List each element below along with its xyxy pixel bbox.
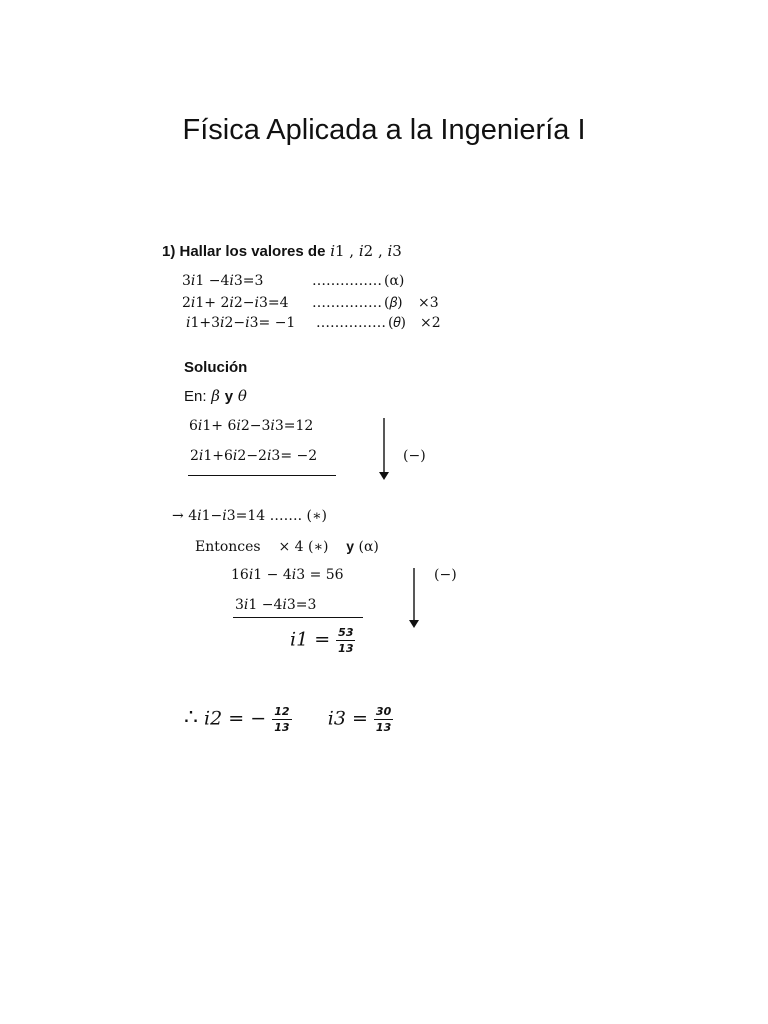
i1-numerator: 53 bbox=[338, 626, 354, 639]
i2-label: 𝑖2 = − bbox=[204, 707, 267, 730]
down-arrow-icon bbox=[374, 416, 394, 482]
therefore-symbol: ∴ bbox=[184, 705, 198, 731]
subtraction-2-op: (−) bbox=[434, 567, 457, 583]
i2-fraction bbox=[272, 705, 291, 734]
subtraction-2-line-2: 3𝑖1 −4𝑖3=3 bbox=[235, 597, 317, 613]
i2-denominator: 13 bbox=[274, 721, 290, 734]
i3-label: 𝑖3 = bbox=[327, 707, 368, 730]
equation-beta-mult: ×3 bbox=[418, 295, 439, 311]
equation-theta: 𝑖1+3𝑖2−𝑖3= −1 bbox=[186, 315, 296, 331]
i2-numerator: 12 bbox=[274, 705, 290, 718]
result-1-row bbox=[172, 508, 327, 524]
down-arrow-icon bbox=[404, 566, 424, 630]
result-1-dots: ……. bbox=[269, 508, 303, 524]
entonces-mult: × 4 (∗) bbox=[278, 539, 329, 555]
step-theta: 𝜃 bbox=[237, 387, 247, 405]
i1-denominator: 13 bbox=[338, 642, 354, 655]
entonces-alpha: (α) bbox=[358, 539, 379, 555]
subtraction-1-rule bbox=[188, 475, 336, 476]
subtraction-1-line-2: 2𝑖1+6𝑖2−2𝑖3= −2 bbox=[190, 448, 318, 464]
equation-alpha-tag: (α) bbox=[384, 273, 405, 289]
result-1-tag: (∗) bbox=[306, 508, 327, 524]
right-arrow-icon: → bbox=[172, 508, 184, 524]
i3-fraction bbox=[374, 705, 393, 734]
i3-denominator: 13 bbox=[375, 721, 392, 734]
subtraction-2-rule bbox=[233, 617, 363, 618]
page-title: Física Aplicada a la Ingeniería I bbox=[182, 114, 586, 146]
solution-heading: Solución bbox=[184, 359, 248, 376]
entonces-y: y bbox=[346, 538, 355, 554]
problem-label: 1) Hallar los valores de bbox=[162, 243, 326, 260]
step-prefix: En: bbox=[184, 388, 207, 405]
subtraction-2-line-1: 16𝑖1 − 4𝑖3 = 56 bbox=[231, 567, 344, 583]
equation-text: 3𝑖1 −4𝑖3=3 bbox=[182, 273, 264, 289]
entonces-label: Entonces bbox=[195, 539, 261, 555]
subtraction-1-op: (−) bbox=[403, 448, 426, 464]
solution-step-en bbox=[184, 387, 247, 405]
equation-beta-dots: …………… bbox=[312, 295, 382, 311]
equation-theta-tag: (𝜃) bbox=[388, 315, 406, 331]
step-beta: 𝛽 bbox=[211, 387, 220, 405]
i3-numerator: 30 bbox=[375, 705, 392, 718]
entonces-row bbox=[195, 538, 379, 555]
subtraction-1-line-1: 6𝑖1+ 6𝑖2−3𝑖3=12 bbox=[189, 418, 314, 434]
problem-statement bbox=[162, 242, 402, 260]
equation-beta: 2𝑖1+ 2𝑖2−𝑖3=4 bbox=[182, 295, 289, 311]
equation-alpha-dots: …………… bbox=[312, 273, 382, 289]
equation-theta-dots: …………… bbox=[316, 315, 386, 331]
final-results bbox=[184, 705, 393, 734]
i1-result bbox=[290, 626, 355, 655]
i1-label: 𝑖1 = bbox=[290, 628, 331, 651]
equation-beta-tag: (𝛽) bbox=[384, 295, 403, 311]
step-y: y bbox=[224, 388, 234, 405]
result-1-equation: 4𝑖1−𝑖3=14 bbox=[188, 508, 266, 524]
equation-alpha bbox=[182, 273, 263, 289]
i1-fraction bbox=[336, 626, 355, 655]
problem-vars: 𝑖1 , 𝑖2 , 𝑖3 bbox=[330, 242, 402, 260]
equation-theta-mult: ×2 bbox=[420, 315, 441, 331]
